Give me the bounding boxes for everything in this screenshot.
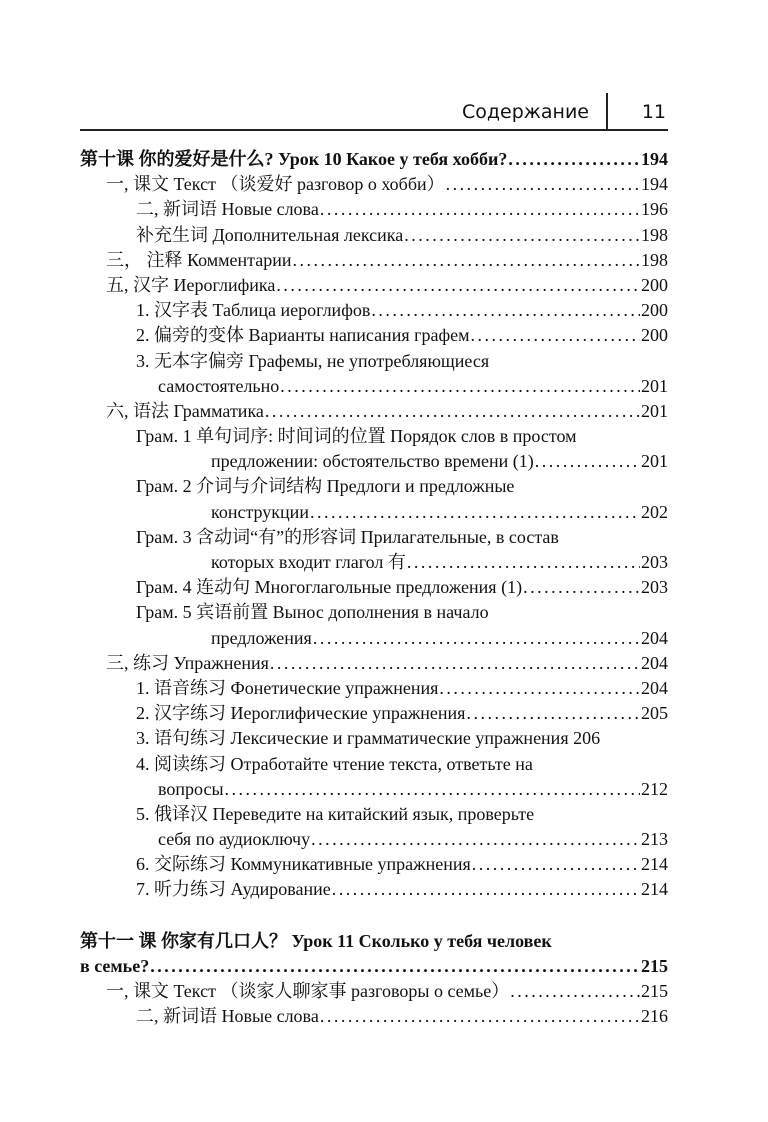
toc-entry bbox=[80, 626, 668, 651]
toc-entry-title: 1. 语音练习 Фонетические упражнения bbox=[136, 677, 439, 698]
toc-entry bbox=[80, 651, 668, 676]
dot-leader bbox=[270, 651, 640, 676]
toc-entry bbox=[80, 172, 668, 197]
toc-entry-title: 三， 注释 Комментарии bbox=[106, 249, 292, 270]
toc-entry bbox=[80, 929, 668, 954]
toc-page-number: 216 bbox=[641, 1006, 668, 1027]
lesson-gap bbox=[80, 903, 668, 929]
toc-entry-title: Грам. 2 介词与介词结构 Предлоги и предложные bbox=[136, 476, 515, 497]
section-title: Содержание bbox=[462, 101, 589, 123]
dot-leader bbox=[313, 626, 640, 651]
toc-entry-title: 7. 听力练习 Аудирование bbox=[136, 879, 331, 900]
toc-page-number: 198 bbox=[641, 249, 668, 270]
toc-entry-title: Грам. 3 含动词“有”的形容词 Прилагательные, в состав bbox=[136, 526, 559, 547]
toc-page-number: 204 bbox=[641, 677, 668, 698]
toc-entry-title: 二, 新词语 Новые слова bbox=[136, 199, 319, 220]
toc-entry bbox=[80, 525, 668, 550]
toc-entry-title: предложении: обстоятельство времени (1) bbox=[211, 451, 534, 472]
dot-leader bbox=[320, 197, 640, 222]
toc-page-number: 212 bbox=[641, 778, 668, 799]
toc-entry bbox=[80, 877, 668, 902]
dot-leader bbox=[407, 550, 640, 575]
toc-entry bbox=[80, 500, 668, 525]
toc-entry-title: вопросы bbox=[158, 778, 224, 799]
toc-page-number: 204 bbox=[641, 627, 668, 648]
toc-entry-title: 补充生词 Дополнительная лексика bbox=[136, 224, 404, 245]
toc-page-number: 203 bbox=[641, 552, 668, 572]
dot-leader bbox=[280, 374, 640, 399]
toc-entry-title: 第十一 课 你家有几口人？ Урок 11 Сколько у тебя человек bbox=[80, 930, 552, 951]
toc-entry-title: себя по аудиоключу bbox=[158, 829, 311, 850]
toc-entry-title: 1. 汉字表 Таблица иероглифов bbox=[136, 300, 371, 321]
toc-entry-title: 第十课 你的爱好是什么? Урок 10 Какое у тебя хобби? bbox=[80, 149, 508, 169]
toc-page-number: 213 bbox=[641, 829, 668, 850]
toc-entry bbox=[80, 802, 668, 827]
toc-entry-title: 2. 汉字练习 Иероглифические упражнения bbox=[136, 703, 466, 724]
toc-entry-title: предложения bbox=[211, 627, 312, 648]
dot-leader bbox=[510, 979, 640, 1004]
toc-page-number: 201 bbox=[641, 400, 668, 421]
toc-entry bbox=[80, 1004, 668, 1029]
toc-entry bbox=[80, 223, 668, 248]
dot-leader bbox=[150, 954, 640, 979]
toc-entry-title: 4. 阅读练习 Отработайте чтение текста, ответьте на bbox=[136, 753, 533, 774]
toc-entry-title: самостоятельно bbox=[158, 375, 280, 396]
toc-entry-title: 一, 课文 Текст （谈爱好 разговор о хобби） bbox=[106, 174, 445, 195]
toc-page-number: 214 bbox=[641, 854, 668, 875]
toc-entry-title: 5. 俄译汉 Переведите на китайский язык, проверьте bbox=[136, 803, 535, 824]
toc-entry bbox=[80, 424, 668, 449]
toc-entry bbox=[80, 752, 668, 777]
toc-page-number: 205 bbox=[641, 703, 668, 724]
toc-entry bbox=[80, 349, 668, 374]
toc-entry bbox=[80, 954, 668, 979]
toc-entry bbox=[80, 575, 668, 600]
toc-entry-title: 五, 汉字 Иероглифика bbox=[106, 274, 276, 295]
toc-entry bbox=[80, 449, 668, 474]
toc-page-number: 194 bbox=[641, 174, 668, 195]
toc-entry bbox=[80, 852, 668, 877]
toc-page-number: 201 bbox=[641, 375, 668, 396]
toc-page-number: 202 bbox=[641, 501, 668, 522]
toc-entry bbox=[80, 676, 668, 701]
dot-leader bbox=[535, 449, 640, 474]
toc-page-number: 200 bbox=[641, 274, 668, 295]
toc-entry bbox=[80, 374, 668, 399]
dot-leader bbox=[523, 575, 640, 600]
dot-leader bbox=[439, 676, 640, 701]
toc-entry bbox=[80, 147, 668, 172]
toc-page-number: 204 bbox=[641, 652, 668, 673]
toc-entry bbox=[80, 827, 668, 852]
toc-entry-title: которых входит глагол 有 bbox=[211, 552, 406, 572]
toc-page-number: 196 bbox=[641, 199, 668, 220]
toc-entry-title: Грам. 4 连动句 Многоглагольные предложения (1) bbox=[136, 577, 523, 598]
toc-entry bbox=[80, 197, 668, 222]
toc-page-number: 201 bbox=[641, 451, 668, 472]
toc-entry-title: 一, 课文 Текст （谈家人聊家事 разговоры о семье） bbox=[106, 981, 510, 1001]
toc-page-number: 215 bbox=[641, 955, 668, 976]
dot-leader bbox=[276, 273, 640, 298]
table-of-contents bbox=[80, 147, 668, 1029]
toc-page-number: 215 bbox=[641, 981, 668, 1001]
toc-entry bbox=[80, 298, 668, 323]
toc-entry-title: конструкции bbox=[211, 501, 309, 522]
page-number: 11 bbox=[641, 101, 666, 123]
dot-leader bbox=[265, 399, 640, 424]
toc-entry bbox=[80, 701, 668, 726]
toc-page-number: 214 bbox=[641, 879, 668, 900]
toc-entry bbox=[80, 248, 668, 273]
dot-leader bbox=[404, 223, 640, 248]
toc-entry bbox=[80, 600, 668, 625]
dot-leader bbox=[320, 1004, 640, 1029]
toc-entry-title: в семье? bbox=[80, 955, 150, 976]
toc-entry-title: 3. 语句练习 Лексические и грамматические упражнения 206 bbox=[136, 728, 601, 749]
toc-entry-title: 二, 新词语 Новые слова bbox=[136, 1006, 319, 1027]
toc-page-number: 200 bbox=[641, 325, 668, 346]
toc-entry bbox=[80, 726, 668, 751]
toc-entry bbox=[80, 979, 668, 1004]
header-rule bbox=[80, 129, 668, 131]
toc-entry bbox=[80, 399, 668, 424]
dot-leader bbox=[293, 248, 640, 273]
toc-page-number: 200 bbox=[641, 300, 668, 321]
toc-entry-title: 2. 偏旁的变体 Варианты написания графем bbox=[136, 325, 470, 346]
dot-leader bbox=[471, 323, 640, 348]
dot-leader bbox=[472, 852, 640, 877]
header-vertical-rule bbox=[606, 93, 608, 129]
toc-page-number: 203 bbox=[641, 577, 668, 598]
toc-entry-title: 六, 语法 Грамматика bbox=[106, 400, 264, 421]
dot-leader bbox=[446, 172, 640, 197]
dot-leader bbox=[311, 827, 640, 852]
toc-entry-title: Грам. 1 单句词序: 时间词的位置 Порядок слов в простом bbox=[136, 426, 577, 447]
dot-leader bbox=[332, 877, 640, 902]
toc-entry-title: Грам. 5 宾语前置 Вынос дополнения в начало bbox=[136, 602, 489, 623]
dot-leader bbox=[225, 777, 640, 802]
toc-entry bbox=[80, 777, 668, 802]
toc-page-number: 198 bbox=[641, 224, 668, 245]
toc-entry bbox=[80, 550, 668, 575]
toc-entry bbox=[80, 323, 668, 348]
toc-entry-title: 3. 无本字偏旁 Графемы, не употребляющиеся bbox=[136, 350, 490, 371]
dot-leader bbox=[466, 701, 640, 726]
dot-leader bbox=[310, 500, 640, 525]
toc-entry-title: 三, 练习 Упражнения bbox=[106, 652, 269, 673]
running-header bbox=[80, 93, 668, 133]
toc-entry-title: 6. 交际练习 Коммуникативные упражнения bbox=[136, 854, 471, 875]
toc-entry bbox=[80, 273, 668, 298]
toc-entry bbox=[80, 474, 668, 499]
toc-page-number: 194 bbox=[641, 149, 668, 169]
dot-leader bbox=[371, 298, 640, 323]
dot-leader bbox=[508, 147, 640, 172]
